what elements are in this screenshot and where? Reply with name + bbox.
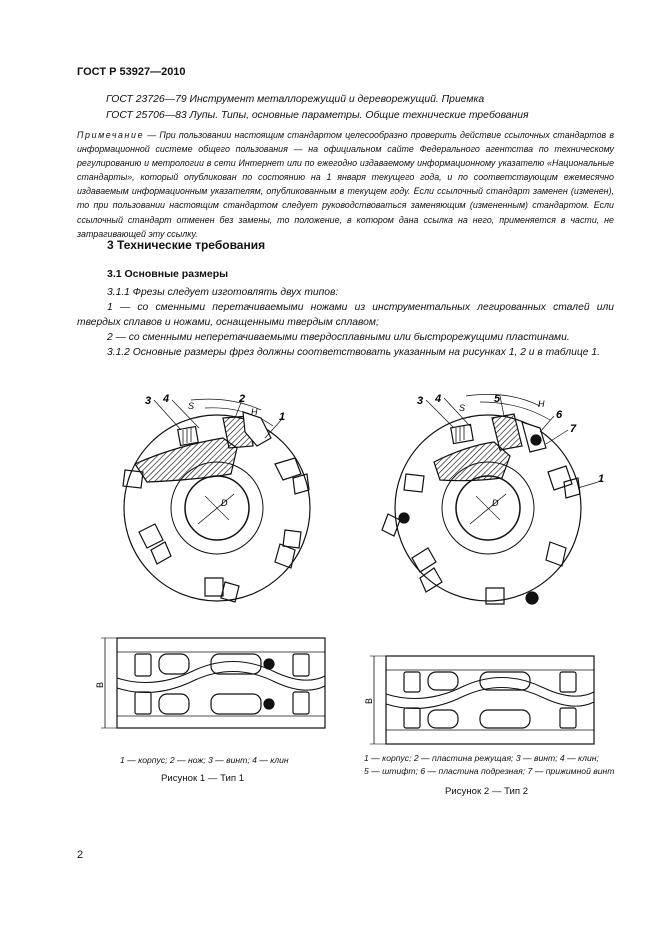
screw — [451, 424, 473, 443]
fig1-label-1: 1 — [279, 411, 286, 423]
fig2-label-s: S — [459, 403, 466, 413]
fig1-label-2: 2 — [239, 393, 246, 405]
paragraph-3-1-1: 3.1.1 Фрезы следует изготовлять двух типов: — [107, 287, 339, 298]
fig1-label-b: B — [95, 681, 105, 688]
knife-slot — [139, 524, 171, 564]
knife-slot — [123, 470, 143, 488]
paragraph-3-1-2: 3.1.2 Основные размеры фрез должны соответствовать указанным на рисунках 1, 2 и в таблице 1. — [107, 347, 600, 358]
page-number: 2 — [77, 849, 84, 861]
note-text: — При пользовании настоящим стандартом целесообразно проверить действие ссылочных стандартов в информационной системе общего пользования — на официальном сайте Федерального агентства по техническому регулированию и метрологии в сети Интернет или по ежегодно издаваемому информационному указателю «Национальные стандарты», который опубликован по состоянию на 1 января текущего года, и по соответствующим ежемесячно издаваемым информационным указателям, опубликованным в текущем году. Если ссылочный стандарт заменен (изменен), то при пользовании настоящим стандартом следует руководствоваться заменяющим (измененным) стандартом. Если ссылочный стандарт отменен без замены, то положение, в котором дана ссылка на него, применяется в части, не затрагивающей эту ссылку. — [77, 130, 614, 239]
insert-slot — [546, 542, 566, 566]
standard-header: ГОСТ Р 53927—2010 — [77, 66, 186, 78]
fig1-label-d: D — [221, 498, 228, 508]
insert-hatched — [434, 442, 510, 481]
insert-slot — [548, 466, 580, 498]
side-view — [370, 656, 594, 744]
fig2-label-5: 5 — [494, 393, 501, 405]
fig1-label-s: S — [188, 401, 195, 411]
fig2-label-h: H — [538, 399, 545, 409]
figure-2-caption: Рисунок 2 — Тип 2 — [445, 786, 529, 797]
pin — [531, 435, 541, 445]
figure-2-legend-line-1: 1 — корпус; 2 — пластина режущая; 3 — винт; 4 — клин; — [364, 753, 599, 763]
fig2-label-7: 7 — [570, 423, 577, 435]
subsection-title: 3.1 Основные размеры — [107, 268, 229, 280]
figure-1-caption: Рисунок 1 — Тип 1 — [161, 773, 245, 784]
note-lead: Примечание — [77, 130, 145, 140]
fig2-label-3: 3 — [417, 395, 424, 407]
fig1-label-h: H — [251, 407, 258, 417]
figure-2-legend-line-2: 5 — штифт; 6 — пластина подрезная; 7 — прижимной винт — [364, 766, 615, 776]
section-title: 3 Технические требования — [107, 238, 266, 252]
figure-2-drawing — [360, 382, 610, 752]
insert-slot — [412, 548, 442, 592]
paragraph-type-2: 2 — со сменными неперетачиваемыми твердосплавными или быстрорежущими пластинами. — [107, 332, 570, 343]
figure-1-legend: 1 — корпус; 2 — нож; 3 — винт; 4 — клин — [120, 755, 289, 765]
paragraph-type-1: 1 — со сменными перетачиваемыми ножами из инструментальных легированных сталей или твердых сплавов и ножами, оснащенными твердым сплавом; — [77, 302, 614, 328]
clamp-screw — [526, 592, 538, 604]
fig2-label-4: 4 — [435, 393, 442, 405]
reference-gost-25706: ГОСТ 25706—83 Лупы. Типы, основные параметры. Общие технические требования — [106, 110, 529, 121]
bore-diameter-line — [470, 494, 506, 524]
fig2-label-1: 1 — [598, 473, 605, 485]
reference-gost-23726: ГОСТ 23726—79 Инструмент металлорежущий и дереворежущий. Приемка — [106, 94, 485, 105]
fig2-label-d: D — [492, 498, 499, 508]
knife-slot — [205, 578, 239, 602]
fig1-label-4: 4 — [163, 393, 170, 405]
fig2-label-b: B — [364, 697, 374, 704]
clamp-screw — [399, 513, 409, 523]
insert-slot — [404, 474, 424, 492]
figure-1-drawing — [95, 382, 335, 752]
fig1-label-3: 3 — [145, 395, 152, 407]
fig2-label-6: 6 — [556, 409, 563, 421]
side-view — [101, 638, 325, 728]
note-paragraph — [77, 128, 614, 241]
knife-slot — [275, 530, 301, 568]
